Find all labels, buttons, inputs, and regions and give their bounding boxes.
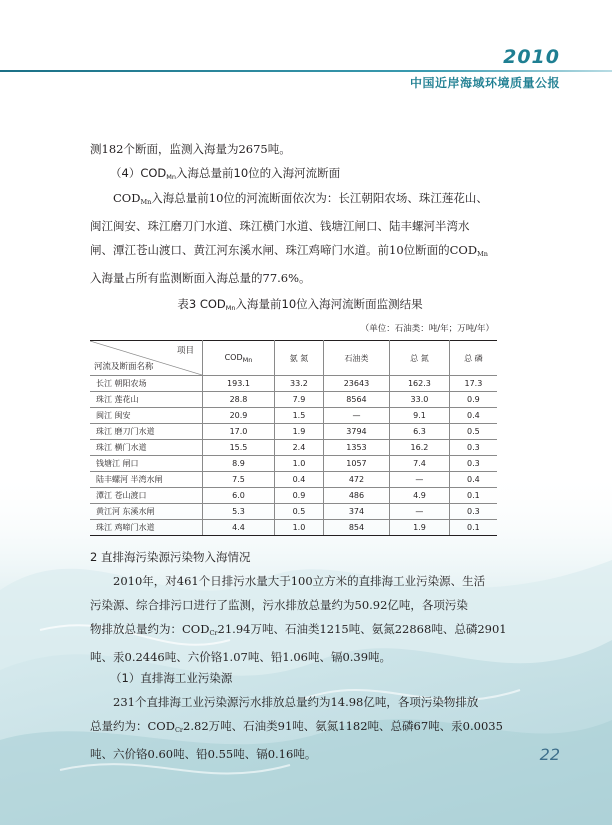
table-row: 陆丰螺河 半湾水闸 7.5 0.4 472 — 0.4 <box>90 472 497 488</box>
diagonal-header: 项目 河流及断面名称 <box>90 341 203 376</box>
table-row: 长江 朝阳农场 193.1 33.2 23643 162.3 17.3 <box>90 376 497 392</box>
section-2-heading: 2 直排海污染源污染物入海情况 <box>90 550 251 564</box>
subsection-1-heading: （1）直排海工业污染源 <box>110 671 233 685</box>
paragraph-section-4: $COD_{Mn}$入海总量前10位的河流断面依次为：长江朝阳农场、珠江莲花山、 闽江闽安、珠江磨刀门水道、珠江横门水道、钱塘江闸口、陆丰螺河半湾水 闸、潭江苍山渡口、黄江河东溪水闸、珠江鸡啼门水道。前10位断面的$COD_{Mn}$ 入海量占所有监测断面入海总量的77.6%。 <box>90 191 488 285</box>
page-number: 22 <box>539 745 560 764</box>
table-unit: （单位：石油类：吨/年；万吨/年） <box>360 324 494 334</box>
table-row: 闽江 闽安 20.9 1.5 — 9.1 0.4 <box>90 408 497 424</box>
table-row: 珠江 横门水道 15.5 2.4 1353 16.2 0.3 <box>90 440 497 456</box>
header-year: 2010 <box>503 46 560 68</box>
table-row: 珠江 磨刀门水道 17.0 1.9 3794 6.3 0.5 <box>90 424 497 440</box>
table-row: 钱塘江 闸口 8.9 1.0 1057 7.4 0.3 <box>90 456 497 472</box>
results-table <box>90 340 497 536</box>
table-caption: 表3 $COD_{Mn}$入海量前10位入海河流断面监测结果 <box>177 297 423 312</box>
col-cod: $COD_{Mn}$ <box>203 341 275 376</box>
col-ammonia: 氨 氮 <box>274 341 323 376</box>
table-row: 黄江河 东溪水闸 5.3 0.5 374 — 0.3 <box>90 504 497 520</box>
col-phosphorus: 总 磷 <box>449 341 497 376</box>
header-title: 中国近岸海域环境质量公报 <box>409 76 560 90</box>
section-4-heading: $(4)COD_{Mn}$入海总量前10位的入海河流断面 <box>110 166 341 181</box>
table-row: 潭江 苍山渡口 6.0 0.9 486 4.9 0.1 <box>90 488 497 504</box>
table-row: 珠江 莲花山 28.8 7.9 8564 33.0 0.9 <box>90 392 497 408</box>
col-oil: 石油类 <box>323 341 389 376</box>
table-row: 珠江 鸡啼门水道 4.4 1.0 854 1.9 0.1 <box>90 520 497 536</box>
paragraph-section-2: 2010年，对461个日排污水量大于100立方米的直排海工业污染源、生活 污染源、综合排污口进行了监测，污水排放总量约为50.92亿吨，各项污染 物排放总量约为：$COD_{Cr}21.94$万吨、石油类1215吨、氨氮22868吨、总磷2901 吨、汞0.2446吨、六价铬1.07吨、铅1.06吨、镉0.39吨。 <box>90 574 507 664</box>
header-rule <box>0 70 612 72</box>
paragraph-subsection-1: 231个直排海工业污染源污水排放总量约为14.98亿吨，各项污染物排放 总量约为：$COD_{Cr}2.82$万吨、石油类91吨、氨氮1182吨、总磷67吨、汞0.0035 吨、六价铬0.60吨、铅0.55吨、镉0.16吨。 <box>90 695 503 761</box>
col-nitrogen: 总 氮 <box>390 341 450 376</box>
paragraph-intro: 测182个断面，监测入海量为2675吨。 <box>90 142 291 156</box>
